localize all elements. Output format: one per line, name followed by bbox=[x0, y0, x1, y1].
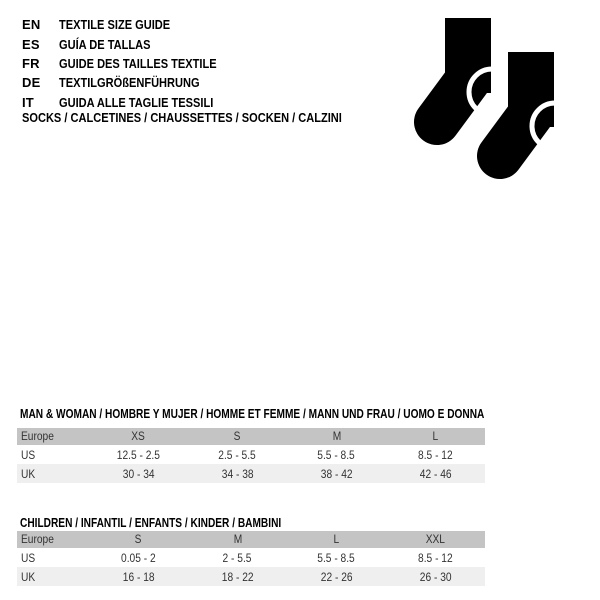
language-label: GUIDE DES TAILLES TEXTILE bbox=[59, 55, 217, 71]
language-row-en bbox=[22, 15, 244, 34]
table-header-row bbox=[17, 428, 485, 445]
cell-value: 22 - 26 bbox=[320, 569, 353, 584]
language-code: ES bbox=[22, 36, 40, 52]
header-size-l: L bbox=[386, 428, 485, 445]
table-title-man-woman bbox=[20, 406, 600, 421]
table-row-us bbox=[17, 548, 485, 567]
row-label: US bbox=[21, 447, 36, 462]
language-list bbox=[22, 15, 244, 112]
language-code: FR bbox=[22, 55, 40, 71]
size-table-children bbox=[17, 531, 485, 586]
language-label: TEXTILGRÖßENFÜHRUNG bbox=[59, 75, 200, 91]
header-region: Europe bbox=[17, 428, 89, 445]
language-row-de bbox=[22, 73, 244, 92]
language-row-es bbox=[22, 34, 244, 53]
cell-value: 18 - 22 bbox=[221, 569, 254, 584]
table-row-uk bbox=[17, 464, 485, 483]
category-line-text: SOCKS / CALCETINES / CHAUSSETTES / SOCKEN / CALZINI bbox=[22, 110, 342, 125]
language-label: GUIDA ALLE TAGLIE TESSILI bbox=[59, 94, 214, 110]
language-code: EN bbox=[22, 17, 41, 33]
cell-value: 5.5 - 8.5 bbox=[317, 550, 356, 565]
table-title-text: MAN & WOMAN / HOMBRE Y MUJER / HOMME ET FEMME / MANN UND FRAU / UOMO E DONNA bbox=[20, 406, 485, 421]
language-code: DE bbox=[22, 75, 41, 91]
socks-icon bbox=[390, 5, 590, 205]
header-size-m: M bbox=[188, 531, 287, 548]
cell-value: 16 - 18 bbox=[122, 569, 155, 584]
cell-value: 42 - 46 bbox=[419, 466, 452, 481]
cell-value: 5.5 - 8.5 bbox=[317, 447, 356, 462]
row-label: UK bbox=[21, 466, 36, 481]
language-row-fr bbox=[22, 54, 244, 73]
cell-value: 30 - 34 bbox=[122, 466, 155, 481]
table-header-row bbox=[17, 531, 485, 548]
header-size-m: M bbox=[287, 428, 386, 445]
size-table-man-woman bbox=[17, 428, 485, 483]
row-label: US bbox=[21, 550, 36, 565]
cell-value: 38 - 42 bbox=[320, 466, 353, 481]
category-line bbox=[22, 110, 398, 125]
language-label: TEXTILE SIZE GUIDE bbox=[59, 17, 171, 33]
header-size-s: S bbox=[89, 531, 188, 548]
header-size-s: S bbox=[188, 428, 287, 445]
row-label: UK bbox=[21, 569, 36, 584]
table-row-us bbox=[17, 445, 485, 464]
language-label: GUÍA DE TALLAS bbox=[59, 36, 151, 52]
language-code: IT bbox=[22, 94, 34, 110]
cell-value: 2.5 - 5.5 bbox=[218, 447, 257, 462]
header-size-l: L bbox=[287, 531, 386, 548]
cell-value: 12.5 - 2.5 bbox=[116, 447, 161, 462]
cell-value: 34 - 38 bbox=[221, 466, 254, 481]
cell-value: 2 - 5.5 bbox=[223, 550, 252, 565]
table-title-text: CHILDREN / INFANTIL / ENFANTS / KINDER / BAMBINI bbox=[20, 515, 282, 530]
cell-value: 26 - 30 bbox=[419, 569, 452, 584]
header-size-xxl: XXL bbox=[386, 531, 485, 548]
cell-value: 8.5 - 12 bbox=[418, 550, 453, 565]
header-size-xs: XS bbox=[89, 428, 188, 445]
table-title-children bbox=[20, 515, 355, 530]
header-region: Europe bbox=[17, 531, 89, 548]
cell-value: 8.5 - 12 bbox=[418, 447, 453, 462]
cell-value: 0.05 - 2 bbox=[121, 550, 156, 565]
table-row-uk bbox=[17, 567, 485, 586]
